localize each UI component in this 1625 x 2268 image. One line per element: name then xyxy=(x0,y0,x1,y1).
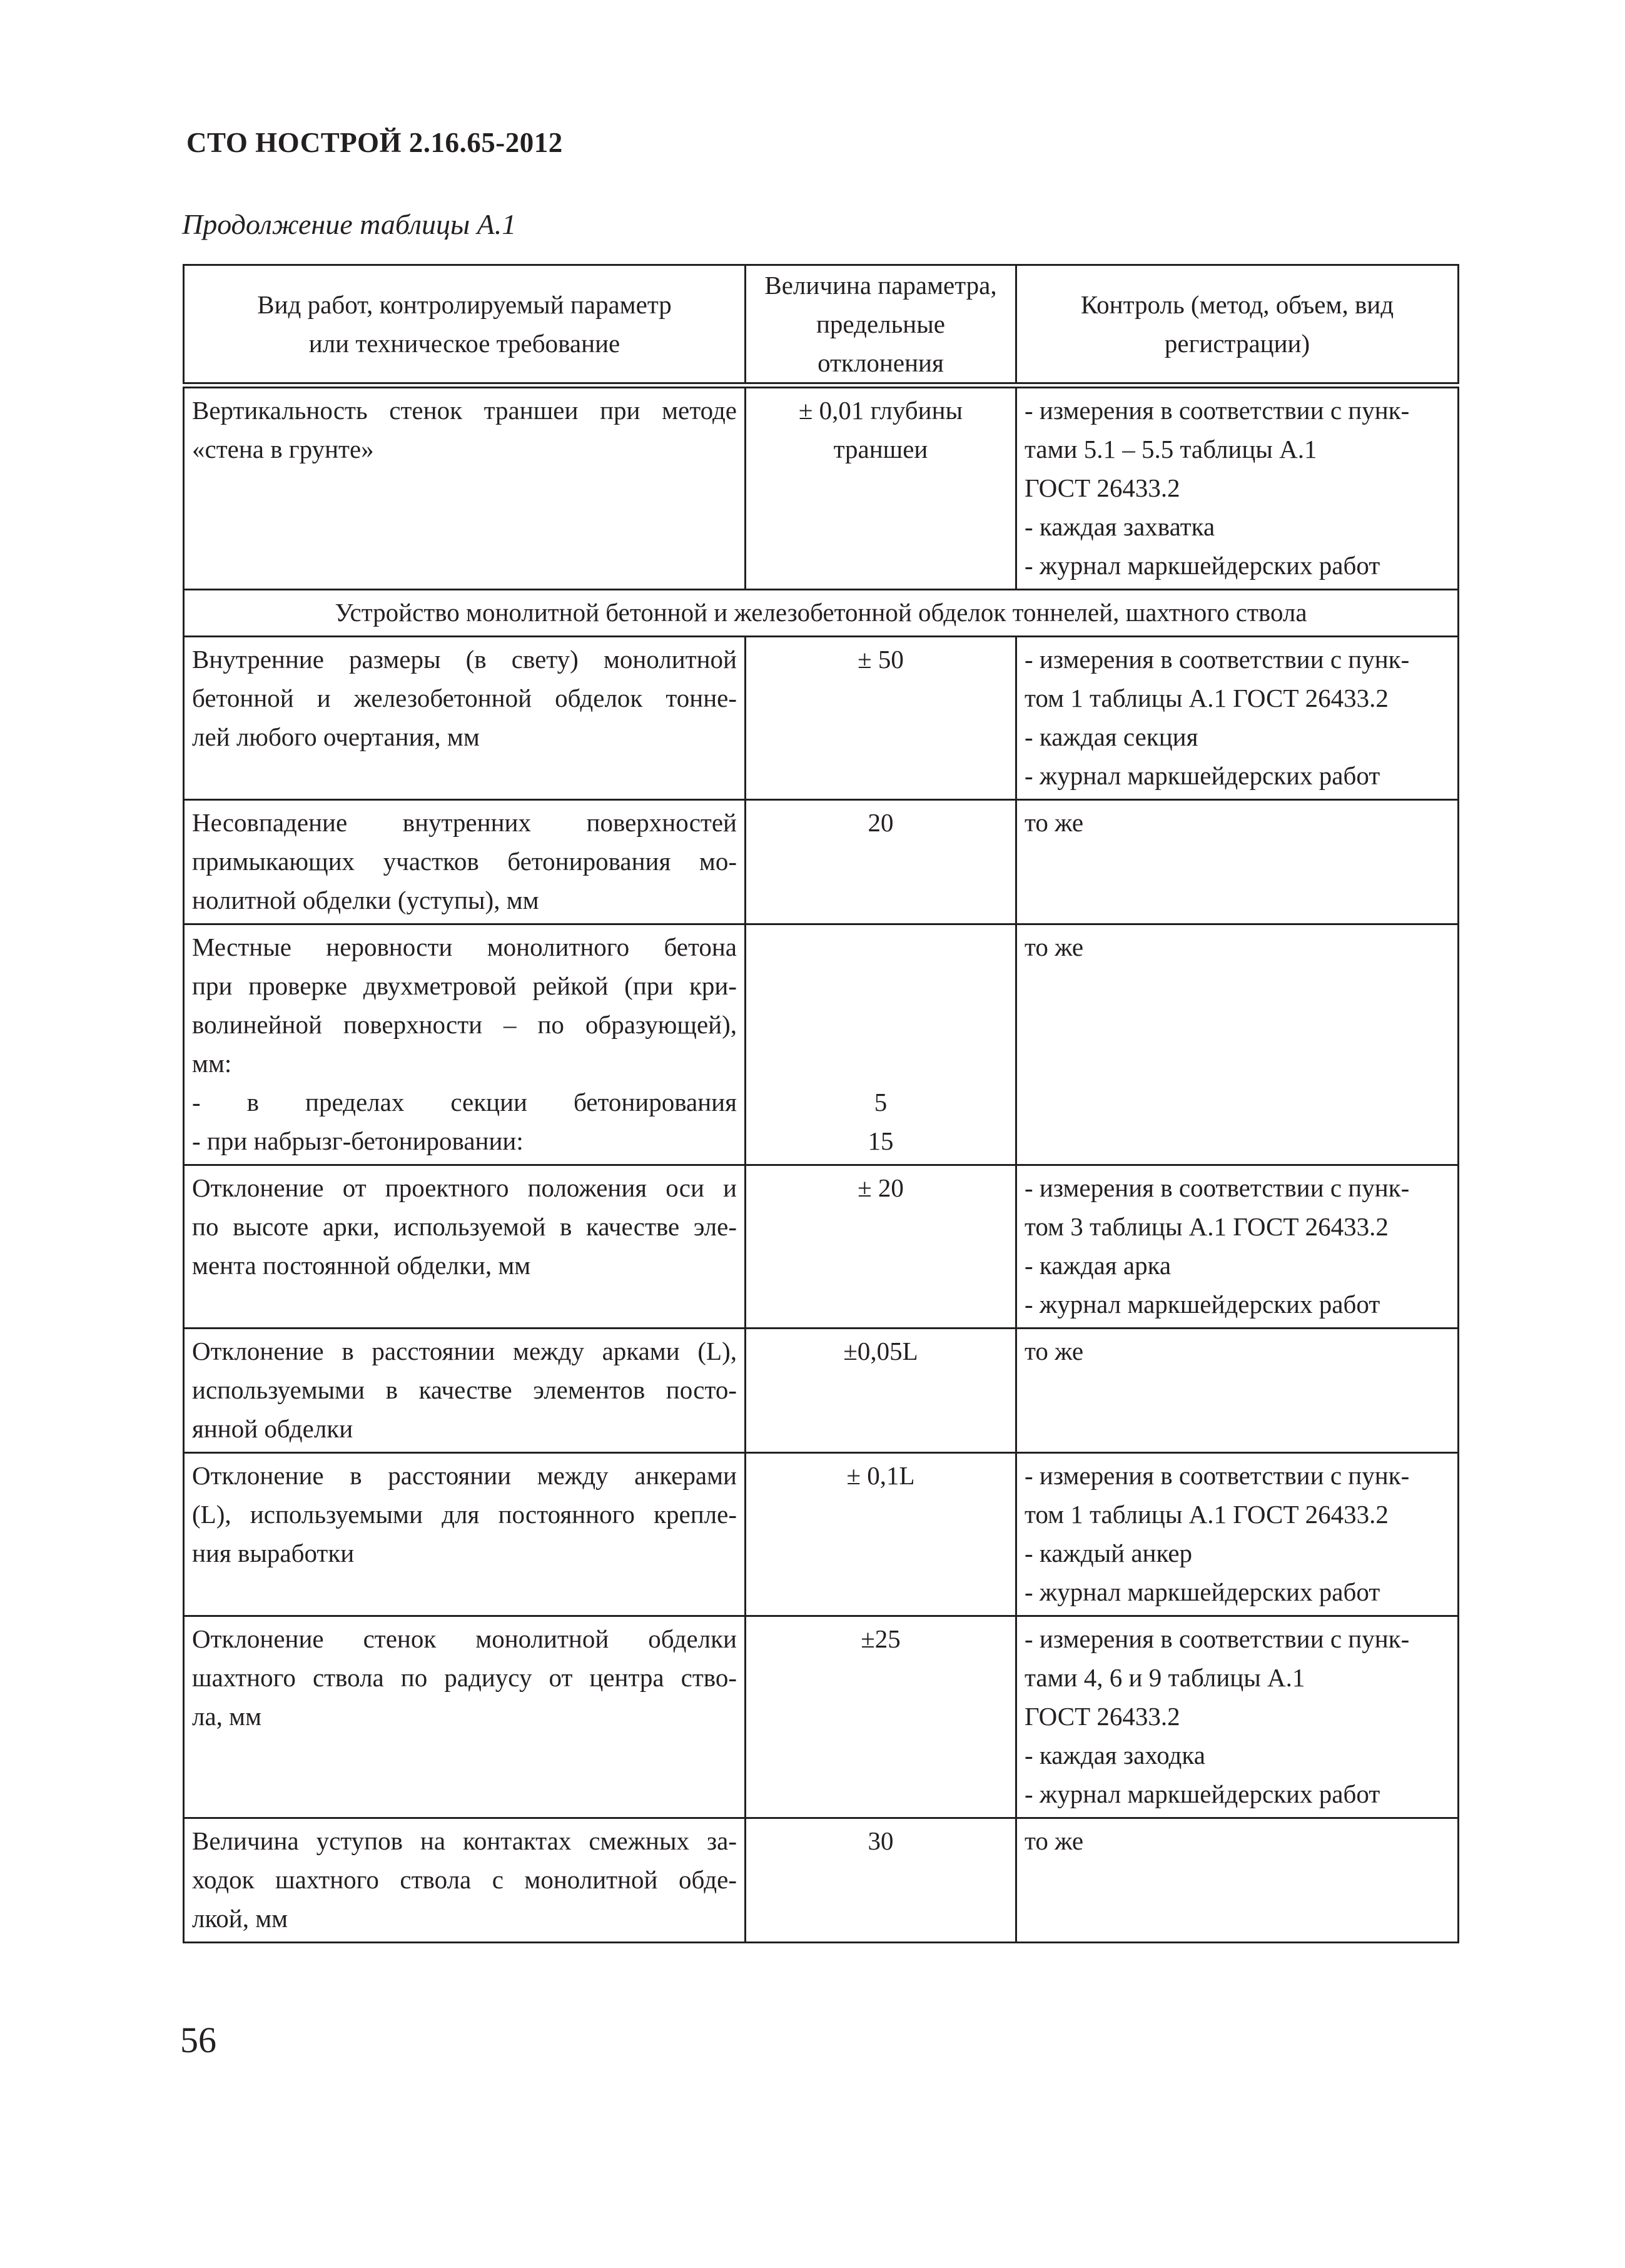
tolerance-value-cell: 20 xyxy=(746,800,1016,924)
control-method-cell xyxy=(1016,800,1459,924)
tolerance-value-cell: ±0,05L xyxy=(746,1329,1016,1453)
control-method-line: ГОСТ 26433.2 xyxy=(1025,473,1180,502)
work-parameter-line: Отклонение стенок монолитной обделки xyxy=(192,1624,737,1653)
control-method-cell xyxy=(1016,637,1459,800)
work-parameter-line: «стена в грунте» xyxy=(192,435,374,463)
column-header-control-text: Контроль (метод, объем, вид регистрации) xyxy=(1080,290,1394,358)
work-parameter-cell xyxy=(184,637,746,800)
tolerance-table xyxy=(183,264,1459,1943)
table-row xyxy=(184,924,1459,1165)
control-method-line: том 3 таблицы А.1 ГОСТ 26433.2 xyxy=(1025,1212,1389,1241)
work-parameter-line: используемыми в качестве элементов посто- xyxy=(192,1375,737,1404)
control-method-line: - каждая захватка xyxy=(1025,512,1215,541)
control-method-cell xyxy=(1016,1453,1459,1616)
work-parameter-cell xyxy=(184,1453,746,1616)
table-continuation-caption: Продолжение таблицы А.1 xyxy=(182,208,517,240)
control-method-line: - измерения в соответствии с пунк- xyxy=(1025,645,1410,674)
work-parameter-cell xyxy=(184,385,746,590)
work-parameter-line: (L), используемыми для постоянного крепле- xyxy=(192,1500,737,1529)
table-row xyxy=(184,1453,1459,1616)
table-row xyxy=(184,385,1459,590)
work-parameter-cell xyxy=(184,1329,746,1453)
work-parameter-line: Отклонение в расстоянии между арками (L), xyxy=(192,1337,737,1365)
work-parameter-line: волинейной поверхности – по образующей), xyxy=(192,1010,737,1039)
work-parameter-cell xyxy=(184,1616,746,1818)
control-method-cell xyxy=(1016,1818,1459,1943)
column-header-parameter-value xyxy=(746,265,1016,386)
page-number: 56 xyxy=(180,2020,216,2060)
work-parameter-line: - в пределах секции бетонирования xyxy=(192,1088,737,1116)
tolerance-value-cell: ± 50 xyxy=(746,637,1016,800)
work-parameter-line: Вертикальность стенок траншеи при методе xyxy=(192,396,737,425)
control-method-cell xyxy=(1016,1165,1459,1329)
work-parameter-line: ла, мм xyxy=(192,1702,262,1731)
control-method-line: - каждая арка xyxy=(1025,1251,1172,1280)
work-parameter-line: по высоте арки, используемой в качестве эле- xyxy=(192,1212,737,1241)
control-method-line: том 1 таблицы А.1 ГОСТ 26433.2 xyxy=(1025,1500,1389,1529)
table-row xyxy=(184,1616,1459,1818)
table-row xyxy=(184,1165,1459,1329)
table-row xyxy=(184,1818,1459,1943)
section-title: Устройство монолитной бетонной и железобетонной обделок тоннелей, шахтного ствола xyxy=(184,590,1459,637)
table-row xyxy=(184,800,1459,924)
control-method-cell xyxy=(1016,385,1459,590)
control-method-line: - каждая заходка xyxy=(1025,1741,1205,1769)
work-parameter-line: нолитной обделки (уступы), мм xyxy=(192,886,539,914)
table-body xyxy=(184,385,1459,1943)
column-header-control xyxy=(1016,265,1459,386)
control-method-cell xyxy=(1016,1616,1459,1818)
work-parameter-cell xyxy=(184,1165,746,1329)
section-header-row xyxy=(184,590,1459,637)
work-parameter-line: - при набрызг-бетонировании: xyxy=(192,1126,524,1155)
control-method-line: - журнал маркшейдерских работ xyxy=(1025,761,1380,790)
work-parameter-line: бетонной и железобетонной обделок тонне- xyxy=(192,684,737,712)
work-parameter-cell xyxy=(184,800,746,924)
control-method-line: - журнал маркшейдерских работ xyxy=(1025,1577,1380,1606)
control-method-line: - журнал маркшейдерских работ xyxy=(1025,551,1380,580)
tolerance-value-cell: 30 xyxy=(746,1818,1016,1943)
tolerance-value-cell: ±25 xyxy=(746,1616,1016,1818)
control-method-line: - измерения в соответствии с пунк- xyxy=(1025,1173,1410,1202)
table-header xyxy=(184,265,1459,386)
work-parameter-line: Местные неровности монолитного бетона xyxy=(192,933,737,961)
control-method-line: то же xyxy=(1025,933,1084,961)
control-method-line: то же xyxy=(1025,1337,1084,1365)
control-method-line: том 1 таблицы А.1 ГОСТ 26433.2 xyxy=(1025,684,1389,712)
control-method-line: - каждая секция xyxy=(1025,722,1198,751)
control-method-line: ГОСТ 26433.2 xyxy=(1025,1702,1180,1731)
work-parameter-line: янной обделки xyxy=(192,1414,353,1443)
tolerance-value-cell: ± 0,01 глубины траншеи xyxy=(746,385,1016,590)
table-row xyxy=(184,637,1459,800)
work-parameter-line: ния выработки xyxy=(192,1539,355,1567)
work-parameter-cell xyxy=(184,924,746,1165)
control-method-line: - измерения в соответствии с пунк- xyxy=(1025,396,1410,425)
tolerance-value-cell: ± 0,1L xyxy=(746,1453,1016,1616)
control-method-cell xyxy=(1016,1329,1459,1453)
work-parameter-cell xyxy=(184,1818,746,1943)
work-parameter-line: ходок шахтного ствола с монолитной обде- xyxy=(192,1865,737,1894)
work-parameter-line: Величина уступов на контактах смежных за- xyxy=(192,1826,737,1855)
control-method-line: то же xyxy=(1025,808,1084,837)
work-parameter-line: лей любого очертания, мм xyxy=(192,722,480,751)
column-header-work-type xyxy=(184,265,746,386)
column-header-work-type-text: Вид работ, контролируемый параметр или техническое требование xyxy=(257,290,672,358)
work-parameter-line: мм: xyxy=(192,1049,232,1078)
control-method-line: тами 5.1 – 5.5 таблицы А.1 xyxy=(1025,435,1317,463)
control-method-cell xyxy=(1016,924,1459,1165)
work-parameter-line: лкой, мм xyxy=(192,1904,288,1933)
control-method-line: тами 4, 6 и 9 таблицы А.1 xyxy=(1025,1663,1305,1692)
control-method-line: - каждый анкер xyxy=(1025,1539,1193,1567)
work-parameter-line: Несовпадение внутренних поверхностей xyxy=(192,808,737,837)
table-row xyxy=(184,1329,1459,1453)
tolerance-value-cell: 5 15 xyxy=(746,924,1016,1165)
column-header-parameter-value-text: Величина параметра, предельные отклонения xyxy=(764,271,997,377)
control-method-line: то же xyxy=(1025,1826,1084,1855)
work-parameter-line: Отклонение от проектного положения оси и xyxy=(192,1173,737,1202)
work-parameter-line: мента постоянной обделки, мм xyxy=(192,1251,531,1280)
control-method-line: - журнал маркшейдерских работ xyxy=(1025,1290,1380,1319)
document-code-header: СТО НОСТРОЙ 2.16.65-2012 xyxy=(186,127,563,158)
tolerance-value-cell: ± 20 xyxy=(746,1165,1016,1329)
control-method-line: - измерения в соответствии с пунк- xyxy=(1025,1461,1410,1490)
work-parameter-line: примыкающих участков бетонирования мо- xyxy=(192,847,737,876)
control-method-line: - измерения в соответствии с пунк- xyxy=(1025,1624,1410,1653)
work-parameter-line: Внутренние размеры (в свету) монолитной xyxy=(192,645,737,674)
control-method-line: - журнал маркшейдерских работ xyxy=(1025,1779,1380,1808)
work-parameter-line: при проверке двухметровой рейкой (при кри- xyxy=(192,971,737,1000)
table-header-row xyxy=(184,265,1459,386)
work-parameter-line: Отклонение в расстоянии между анкерами xyxy=(192,1461,737,1490)
work-parameter-line: шахтного ствола по радиусу от центра ство- xyxy=(192,1663,737,1692)
